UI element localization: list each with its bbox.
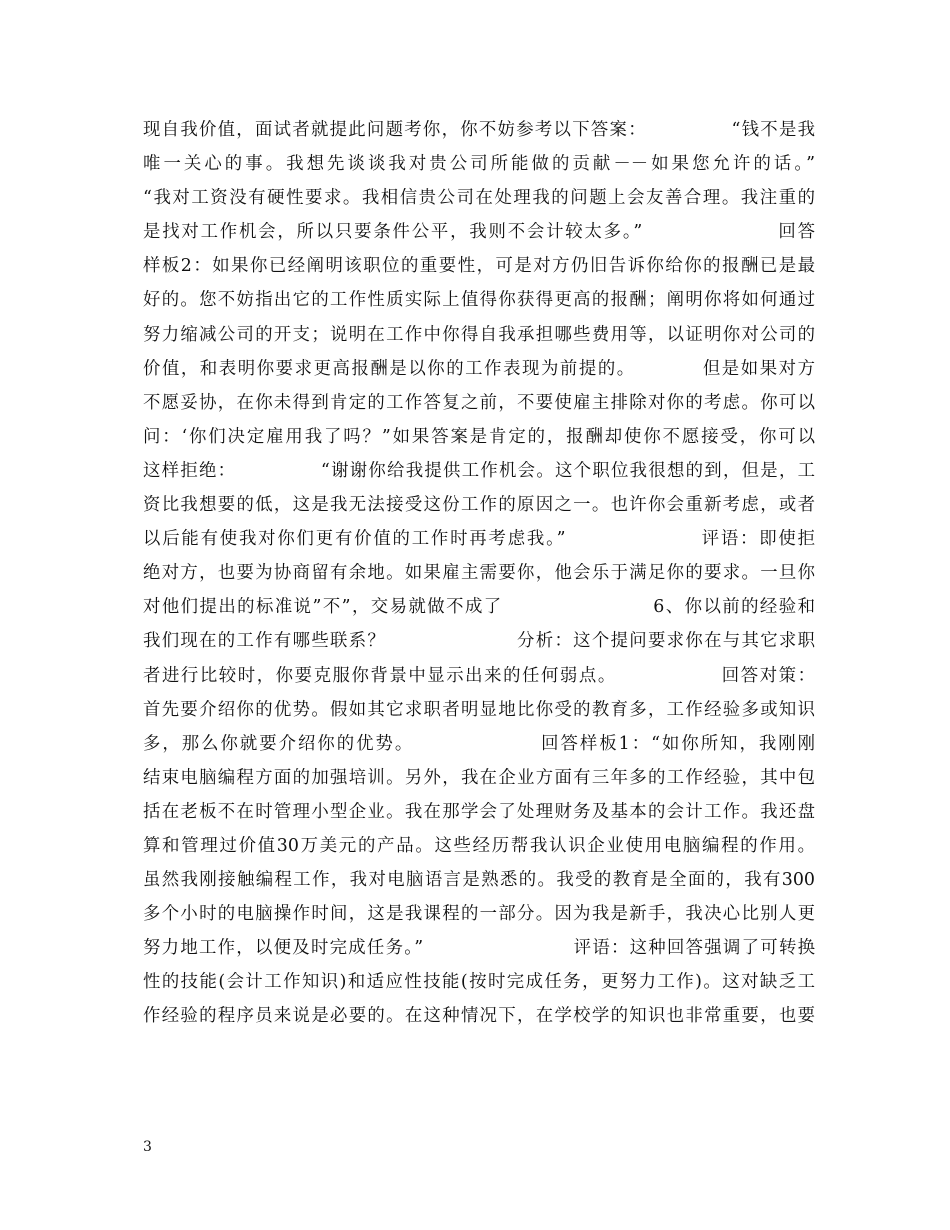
text-line: 样板2：如果你已经阐明该职位的重要性，可是对方仍旧告诉你给你的报酬已是最 <box>143 256 815 277</box>
text-line: 我们现在的工作有哪些联系？ 分析：这个提问要求你在与其它求职 <box>143 631 815 652</box>
text-line: 算和管理过价值30万美元的产品。这些经历帮我认识企业使用电脑编程的作用。 <box>143 835 815 856</box>
text-line: 资比我想要的低，这是我无法接受这份工作的原因之一。也许你会重新考虑，或者 <box>143 495 815 516</box>
text-line: 这样拒绝： “谢谢你给我提供工作机会。这个职位我很想的到，但是，工 <box>143 460 815 481</box>
text-line: 问：‘你们决定雇用我了吗？”如果答案是肯定的，报酬却使你不愿接受，你可以 <box>143 426 815 447</box>
text-line: 努力地工作，以便及时完成任务。” 评语：这种回答强调了可转换 <box>143 938 815 959</box>
text-line: “我对工资没有硬性要求。我相信贵公司在处理我的问题上会友善合理。我注重的 <box>143 188 815 209</box>
text-line: 者进行比较时，你要克服你背景中显示出来的任何弱点。 回答对策： <box>143 665 815 686</box>
page-number: 3 <box>143 1139 152 1155</box>
body-text <box>143 113 815 1034</box>
text-line: 括在老板不在时管理小型企业。我在那学会了处理财务及基本的会计工作。我还盘 <box>143 801 815 822</box>
text-line: 好的。您不妨指出它的工作性质实际上值得你获得更高的报酬；阐明你将如何通过 <box>143 290 815 311</box>
text-line: 结束电脑编程方面的加强培训。另外，我在企业方面有三年多的工作经验，其中包 <box>143 767 815 788</box>
text-line: 多，那么你就要介绍你的优势。 回答样板1：“如你所知，我刚刚 <box>143 733 815 754</box>
text-line: 绝对方，也要为协商留有余地。如果雇主需要你，他会乐于满足你的要求。一旦你 <box>143 563 815 584</box>
text-line: 现自我价值，面试者就提此问题考你，你不妨参考以下答案： “钱不是我 <box>143 120 815 140</box>
text-line: 唯一关心的事。我想先谈谈我对贵公司所能做的贡献－－如果您允许的话。” <box>143 154 815 175</box>
text-line: 性的技能(会计工作知识)和适应性技能(按时完成任务，更努力工作)。这对缺乏工 <box>143 972 815 993</box>
text-line: 首先要介绍你的优势。假如其它求职者明显地比你受的教育多，工作经验多或知识 <box>143 699 815 720</box>
text-line: 不愿妥协，在你未得到肯定的工作答复之前，不要使雇主排除对你的考虑。你可以 <box>143 392 815 413</box>
text-line: 虽然我刚接触编程工作，我对电脑语言是熟悉的。我受的教育是全面的，我有300 <box>143 870 815 891</box>
text-line: 努力缩减公司的开支；说明在工作中你得自我承担哪些费用等，以证明你对公司的 <box>143 324 815 345</box>
text-line: 是找对工作机会，所以只要条件公平，我则不会计较太多。” 回答 <box>143 222 815 243</box>
text-line: 价值，和表明你要求更高报酬是以你的工作表现为前提的。 但是如果对方 <box>143 358 815 379</box>
text-line: 多个小时的电脑操作时间，这是我课程的一部分。因为我是新手，我决心比别人更 <box>143 904 815 925</box>
text-line: 作经验的程序员来说是必要的。在这种情况下，在学校学的知识也非常重要，也要 <box>143 1006 815 1027</box>
text-line: 对他们提出的标准说”不”，交易就做不成了 6、你以前的经验和 <box>143 597 815 618</box>
text-line: 以后能有使我对你们更有价值的工作时再考虑我。” 评语：即使拒 <box>143 529 815 550</box>
